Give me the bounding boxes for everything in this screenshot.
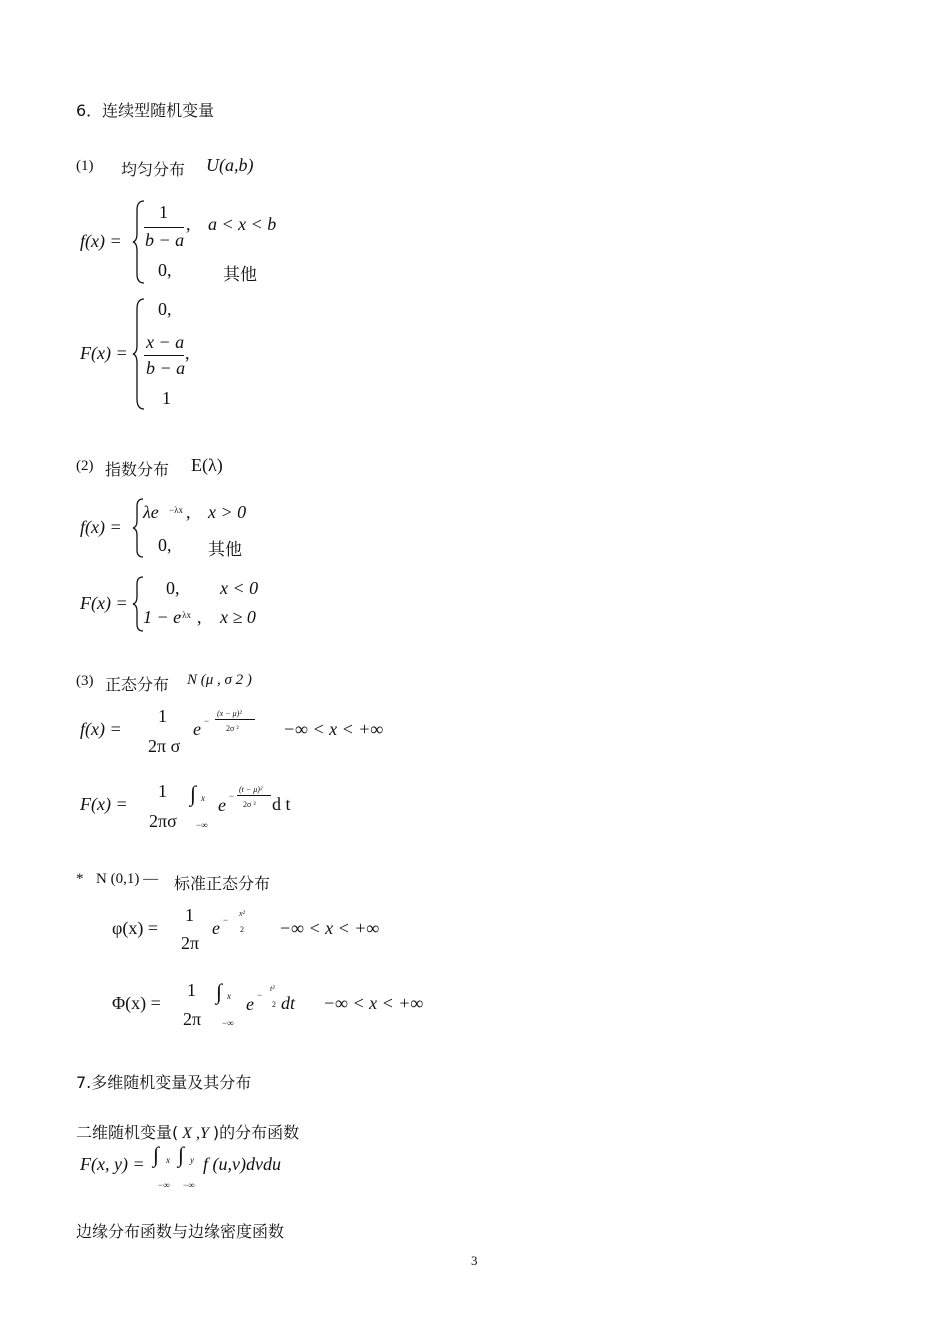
exponential-name: 指数分布 xyxy=(105,460,170,479)
standard-Phi-lhs: Φ(x) = xyxy=(112,993,161,1013)
exponential-pdf-top-exp: −λx xyxy=(169,505,183,515)
normal-cdf-den: 2πσ xyxy=(149,811,177,831)
standard-Phi-lower: −∞ xyxy=(222,1018,234,1028)
normal-pdf-num: 1 xyxy=(158,706,167,726)
standard-Phi-range: −∞ < x < +∞ xyxy=(323,993,424,1013)
uniform-cdf-den: b − a xyxy=(146,358,186,378)
normal-cdf-integral: ∫ xyxy=(190,781,197,806)
normal-cdf-upper: x xyxy=(201,793,205,803)
standard-phi-e: e xyxy=(212,918,220,938)
section-7-title: 7.多维随机变量及其分布 xyxy=(76,1073,252,1092)
standard-phi-exp-den: 2 xyxy=(240,925,244,934)
uniform-pdf-comma: , xyxy=(186,214,191,234)
uniform-cdf-brace xyxy=(132,298,148,410)
normal-cdf-lhs: F(x) = xyxy=(80,794,128,814)
joint-text xyxy=(76,1120,299,1143)
joint-integral-2-upper: y xyxy=(190,1155,194,1165)
uniform-cdf-num: x − a xyxy=(146,332,185,352)
normal-cdf-minus: − xyxy=(229,791,235,801)
standard-phi-exp-num: x² xyxy=(239,909,245,918)
standard-phi-num: 1 xyxy=(185,905,194,925)
joint-integral-1-lower: −∞ xyxy=(158,1180,170,1190)
normal-cdf-exp-den: 2σ ² xyxy=(243,800,256,809)
uniform-pdf-zero: 0, xyxy=(158,260,172,280)
normal-pdf-den: 2π σ xyxy=(148,736,181,756)
exponential-pdf-zero: 0, xyxy=(158,535,172,555)
uniform-pdf-lhs: f(x) = xyxy=(80,231,122,251)
uniform-pdf-fraction-bar xyxy=(144,227,184,228)
exponential-cdf-bottom-comma: , xyxy=(197,607,202,627)
exponential-label: (2) xyxy=(76,458,94,474)
uniform-pdf-cond: a < x < b xyxy=(208,214,277,234)
normal-cdf-e: e xyxy=(218,795,226,815)
exponential-cdf-bottom: 1 − e xyxy=(143,607,182,627)
joint-text-b: )的分布函数 xyxy=(212,1123,300,1142)
normal-pdf-e: e xyxy=(193,719,201,739)
uniform-pdf-den: b − a xyxy=(145,230,185,250)
joint-integral-2: ∫ xyxy=(178,1142,185,1167)
standard-Phi-integral: ∫ xyxy=(216,979,223,1004)
joint-integral-1-upper: x xyxy=(166,1155,170,1165)
uniform-cdf-one: 1 xyxy=(162,388,171,408)
normal-label: (3) xyxy=(76,673,94,689)
standard-star: * xyxy=(76,871,84,887)
standard-phi-range: −∞ < x < +∞ xyxy=(279,918,380,938)
exponential-cdf-cond2: x ≥ 0 xyxy=(220,607,256,627)
uniform-pdf-other: 其他 xyxy=(223,265,257,285)
joint-text-a: 二维随机变量( xyxy=(76,1123,179,1142)
standard-Phi-exp-den: 2 xyxy=(272,1000,276,1009)
joint-integral-1: ∫ xyxy=(153,1142,160,1167)
standard-phi-minus: − xyxy=(223,915,229,925)
standard-Phi-minus: − xyxy=(257,990,263,1000)
normal-cdf-num: 1 xyxy=(158,781,167,801)
page-number: 3 xyxy=(471,1253,478,1268)
normal-cdf-lower: −∞ xyxy=(196,820,208,830)
uniform-cdf-zero: 0, xyxy=(158,299,172,319)
normal-pdf-minus: − xyxy=(204,716,210,726)
section-6-title: 6．连续型随机变量 xyxy=(76,101,215,120)
exponential-symbol: E(λ) xyxy=(191,455,223,475)
normal-cdf-dt: d t xyxy=(272,794,291,814)
exponential-cdf-zero: 0, xyxy=(166,578,180,598)
normal-cdf-exp-num: (t − μ)² xyxy=(239,785,263,794)
normal-name: 正态分布 xyxy=(105,675,170,694)
exponential-cdf-cond1: x < 0 xyxy=(220,578,259,598)
exponential-pdf-lhs: f(x) = xyxy=(80,517,122,537)
normal-pdf-lhs: f(x) = xyxy=(80,719,122,739)
uniform-cdf-lhs: F(x) = xyxy=(80,343,128,363)
uniform-name: 均匀分布 xyxy=(121,160,186,179)
exponential-pdf-other: 其他 xyxy=(208,540,242,560)
uniform-symbol: U(a,b) xyxy=(206,155,254,175)
exponential-cdf-bottom-exp: −λx xyxy=(177,610,191,620)
standard-Phi-num: 1 xyxy=(187,980,196,1000)
joint-text-xy: X ,Y xyxy=(178,1125,213,1142)
uniform-pdf-num: 1 xyxy=(159,202,168,222)
standard-Phi-upper: x xyxy=(227,991,231,1001)
exponential-pdf-cond: x > 0 xyxy=(208,502,247,522)
standard-symbol: N (0,1) — xyxy=(96,871,159,887)
joint-integral-2-lower: −∞ xyxy=(183,1180,195,1190)
standard-Phi-dt: dt xyxy=(281,993,296,1013)
normal-pdf-range: −∞ < x < +∞ xyxy=(283,719,384,739)
normal-cdf-exp-bar xyxy=(237,795,271,796)
exponential-pdf-top: λe xyxy=(143,502,159,522)
standard-name: 标准正态分布 xyxy=(174,874,271,893)
uniform-label: (1) xyxy=(76,158,94,174)
standard-phi-lhs: φ(x) = xyxy=(112,918,159,938)
normal-symbol: N (μ , σ 2 ) xyxy=(187,672,252,688)
normal-pdf-exp-bar xyxy=(215,719,255,720)
normal-pdf-exp-den: 2σ ² xyxy=(226,724,239,733)
marginal-text: 边缘分布函数与边缘密度函数 xyxy=(76,1222,285,1241)
joint-cdf-lhs: F(x, y) = xyxy=(80,1154,145,1174)
standard-Phi-exp-num: t² xyxy=(270,984,275,993)
joint-integrand: f (u,v)dvdu xyxy=(203,1154,281,1174)
standard-phi-den: 2π xyxy=(181,933,200,953)
normal-pdf-exp-num: (x − μ)² xyxy=(217,709,242,718)
standard-Phi-e: e xyxy=(246,994,254,1014)
uniform-cdf-comma: , xyxy=(185,343,190,363)
exponential-pdf-top-comma: , xyxy=(186,502,191,522)
standard-Phi-den: 2π xyxy=(183,1009,202,1029)
uniform-cdf-fraction-bar xyxy=(144,355,184,356)
exponential-cdf-lhs: F(x) = xyxy=(80,593,128,613)
